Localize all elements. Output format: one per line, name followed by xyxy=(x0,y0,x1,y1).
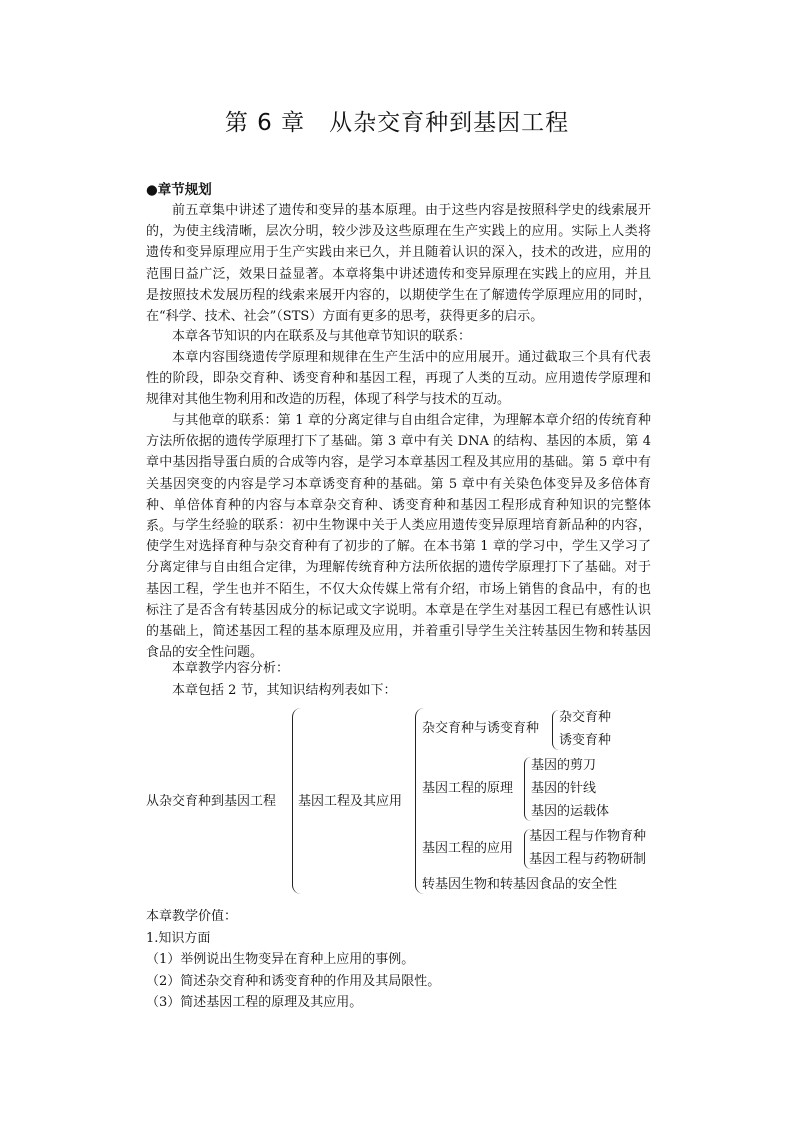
list-item: （1）举例说出生物变异在育种上应用的事例。 xyxy=(146,952,415,967)
tree-level1: 基因工程及其应用 xyxy=(298,794,403,809)
tree-item-mutation-breeding: 诱变育种 xyxy=(559,733,612,748)
brace-principle xyxy=(524,757,531,821)
section-heading: ●章节规划 xyxy=(146,182,212,198)
knowledge-aspect-heading: 1.知识方面 xyxy=(146,931,211,946)
tree-branch-application: 基因工程的应用 xyxy=(422,841,514,856)
list-item: （3）简述基因工程的原理及其应用。 xyxy=(146,995,363,1010)
chapter-title: 第 6 章 从杂交育种到基因工程 xyxy=(224,110,570,136)
tree-item-needle: 基因的针线 xyxy=(531,781,597,796)
paragraph-intro: 前五章集中讲述了遗传和变异的基本原理。由于这些内容是按照科学史的线索展开的，为使主线清晰，层次分明，较少涉及这些原理在生产实践上的应用。实际上人类将遗传和变异原理应用于生产实践由来已久，并且随着认识的深入，技术的改进，应用的范围日益广泛，效果日益显著。本章将集中讲述遗传和变异原理在实践上的应用，并且是按照技术发展历程的线索来展开内容的，以期使学生在了解遗传学原理应用的同时，在“科学、技术、社会”（STS）方面有更多的思考，获得更多的启示。 xyxy=(146,203,651,325)
tree-root: 从杂交育种到基因工程 xyxy=(146,794,277,809)
paragraph-connections-heading: 本章各节知识的内在联系及与其他章节知识的联系： xyxy=(172,329,472,344)
tree-item-vector: 基因的运载体 xyxy=(531,804,610,819)
tree-item-crop-breeding: 基因工程与作物育种 xyxy=(529,829,647,844)
structure-intro: 本章包括 2 节，其知识结构列表如下： xyxy=(172,683,397,698)
paragraph-other-chapters: 与其他章的联系：第 1 章的分离定律与自由组合定律，为理解本章介绍的传统育种方法所依据的遗传学原理打下了基础。第 3 章中有关 DNA 的结构、基因的本质，第 4 章中基因指导蛋白质的合成等内容，是学习本章基因工程及其应用的基础。第 5 章中有关基因突变的内容是学习本章诱变育种的基础。第 5 章中有关染色体变异及多倍体育种、单倍体育种的内容与本章杂交育种、诱变育种和基因工程形成育种知识的完整体系。 xyxy=(146,413,651,535)
paragraph-chapter-content: 本章内容围绕遗传学原理和规律在生产生活中的应用展开。通过截取三个具有代表性的阶段，即杂交育种、诱变育种和基因工程，再现了人类的互动。应用遗传学原理和规律对其他生物利用和改造的历程，体现了科学与技术的互动。 xyxy=(146,350,651,408)
teaching-value-heading: 本章教学价值： xyxy=(146,909,238,924)
paragraph-student-experience: 与学生经验的联系：初中生物课中关于人类应用遗传变异原理培育新品种的内容，使学生对选择育种与杂交育种有了初步的了解。在本书第 1 章的学习中，学生又学习了分离定律与自由组合定律，为理解传统育种方法所依据的遗传学原理打下了基础。对于基因工程，学生也并不陌生，不仅大众传媒上常有介绍，市场上销售的食品中，有的也标注了是否含有转基因成分的标记或文字说明。本章是在学生对基因工程已有感性认识的基础上，简述基因工程的基本原理及应用，并着重引导学生关注转基因生物和转基因食品的安全性问题。 xyxy=(146,518,651,661)
tree-item-drug-development: 基因工程与药物研制 xyxy=(529,852,647,867)
tree-branch-safety: 转基因生物和转基因食品的安全性 xyxy=(422,877,618,892)
tree-item-cross-breeding: 杂交育种 xyxy=(559,710,612,725)
tree-item-scissors: 基因的剪刀 xyxy=(531,758,597,773)
teaching-content-heading: 本章教学内容分析： xyxy=(172,661,290,676)
tree-branch-principle: 基因工程的原理 xyxy=(422,781,514,796)
brace-breeding xyxy=(552,710,559,750)
tree-branch-breeding: 杂交育种与诱变育种 xyxy=(422,721,540,736)
list-item: （2）简述杂交育种和诱变育种的作用及其局限性。 xyxy=(146,974,441,989)
